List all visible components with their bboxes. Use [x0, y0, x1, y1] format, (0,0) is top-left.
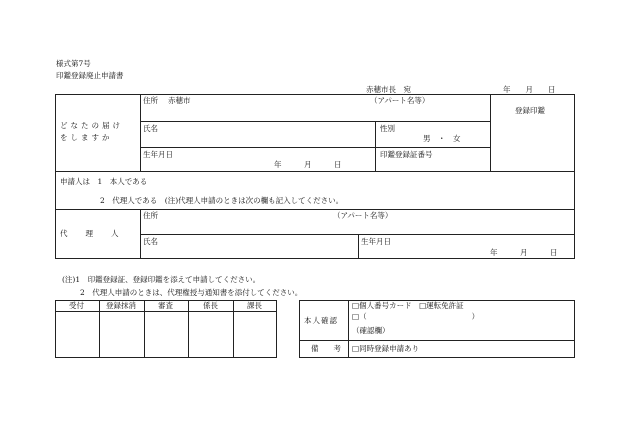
agent-address-label: 住所 [143, 211, 158, 220]
divider [375, 121, 376, 171]
address-label: 住所 [143, 96, 158, 105]
divider [299, 340, 575, 341]
applicant-question-line1: どなたの届け [60, 121, 123, 130]
note-1: (注)1 印鑑登録証、登録印鑑を添えて申請してください。 [62, 275, 261, 284]
divider [55, 311, 277, 312]
cert-number-label: 印鑑登録証番号 [380, 150, 433, 159]
sex-label: 性別 [380, 124, 395, 133]
divider [140, 121, 490, 122]
divider [140, 94, 141, 171]
applicant-type-agent[interactable]: 2 代理人である (注)代理人申請のときは次の欄も記入してください。 [100, 196, 344, 205]
office-header-review: 審査 [158, 301, 173, 310]
office-header-chief: 係長 [203, 301, 218, 310]
remarks-value[interactable]: □同時登録申請あり [352, 344, 420, 353]
divider [55, 209, 575, 210]
divider [233, 300, 234, 358]
addressee: 赤穂市長 宛 [366, 85, 411, 94]
office-header-manager: 課長 [247, 301, 262, 310]
agent-label: 代 理 人 [60, 229, 120, 238]
seal-label: 登録印鑑 [515, 106, 545, 115]
address-value[interactable]: 赤穂市 [168, 96, 191, 105]
document-title: 印鑑登録廃止申請書 [56, 71, 124, 80]
divider [55, 171, 575, 172]
applicant-type-self[interactable]: 申請人は 1 本人である [60, 177, 148, 186]
agent-dob-label: 生年月日 [361, 237, 391, 246]
sex-options[interactable]: 男 ・ 女 [423, 134, 461, 143]
divider [99, 300, 100, 358]
divider [490, 94, 491, 171]
office-header-reception: 受付 [69, 301, 84, 310]
dob-value[interactable]: 年 月 日 [274, 160, 342, 169]
agent-apartment-label: （アパート名等） [333, 211, 393, 220]
application-date: 年 月 日 [503, 85, 556, 94]
divider [188, 300, 189, 358]
dob-label: 生年月日 [143, 150, 173, 159]
verification-confirm: （確認欄） [352, 326, 390, 335]
note-2: 2 代理人申請のときは、代理権授与通知書を添付してください。 [80, 288, 303, 297]
remarks-label: 備 考 [311, 344, 341, 353]
agent-name-label: 氏名 [143, 237, 158, 246]
divider [358, 234, 359, 259]
divider [348, 300, 349, 358]
verification-label: 本人確認 [304, 316, 338, 325]
verification-other[interactable]: □（ ） [352, 312, 480, 321]
form-number: 様式第7号 [56, 59, 91, 68]
apartment-label: （アパート名等） [370, 96, 430, 105]
divider [144, 300, 145, 358]
agent-dob-value[interactable]: 年 月 日 [490, 248, 558, 257]
applicant-question-line2: をしますか [60, 133, 113, 142]
verification-checkboxes[interactable]: □個人番号カード □運転免許証 [352, 301, 464, 310]
divider [140, 147, 490, 148]
name-label: 氏名 [143, 124, 158, 133]
office-header-deletion: 登録抹消 [106, 301, 136, 310]
